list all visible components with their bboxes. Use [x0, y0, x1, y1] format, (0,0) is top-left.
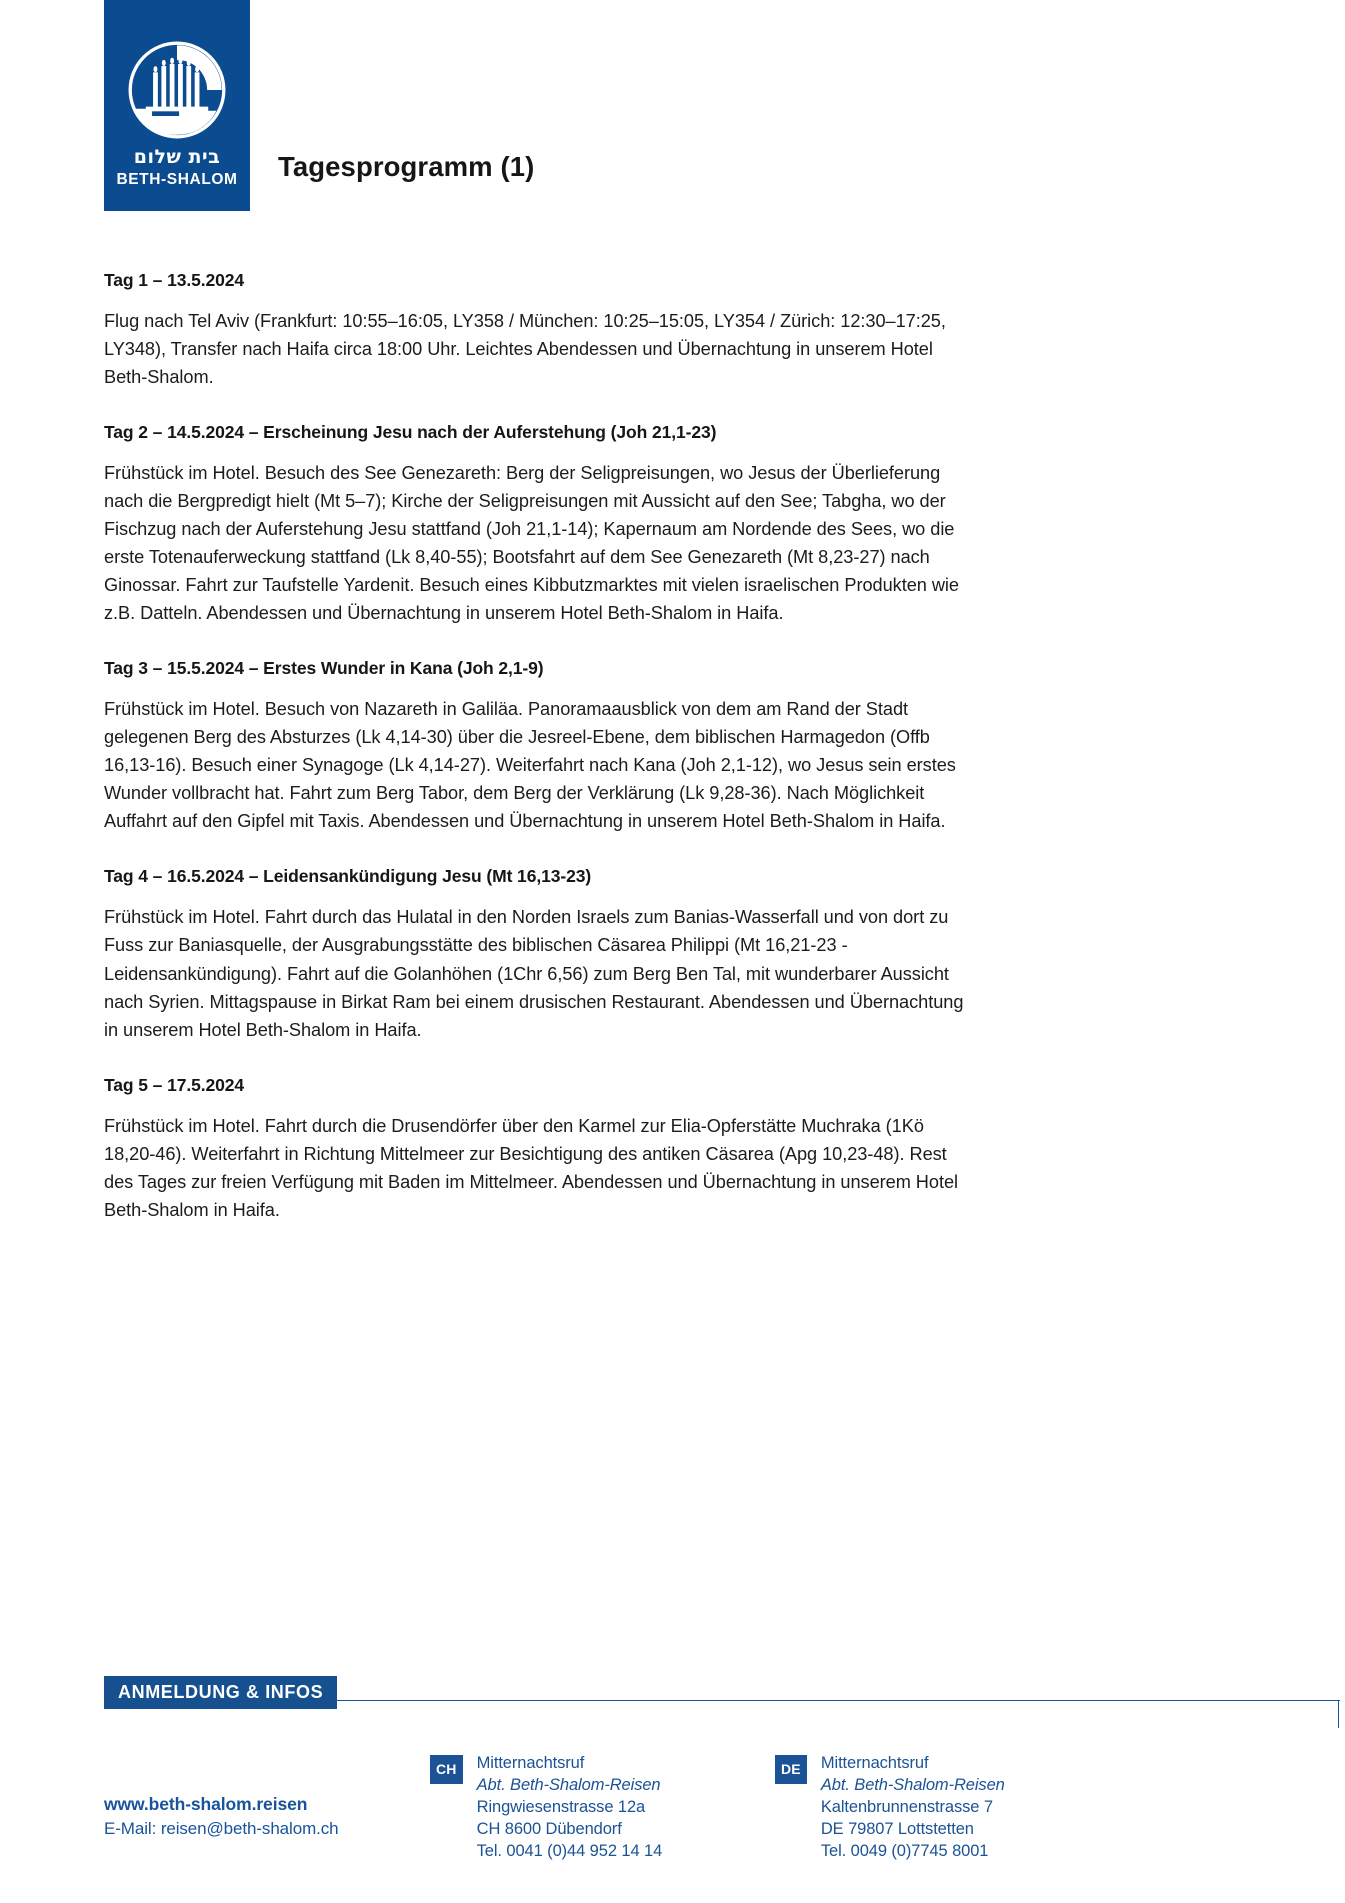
footer-divider-corner — [1338, 1700, 1339, 1728]
page-title: Tagesprogramm (1) — [278, 151, 535, 183]
country-tag-ch: CH — [430, 1755, 463, 1784]
day-title: Tag 4 – 16.5.2024 – Leidensankündigung Jesu (Mt 16,13-23) — [104, 866, 592, 887]
anmeldung-infos-badge: ANMELDUNG & INFOS — [104, 1676, 337, 1709]
email-link[interactable]: E-Mail: reisen@beth-shalom.ch — [104, 1818, 339, 1838]
day-title: Tag 5 – 17.5.2024 — [104, 1074, 245, 1095]
day-description: Flug nach Tel Aviv (Frankfurt: 10:55–16:05, LY358 / München: 10:25–15:05, LY354 / Zürich: 12:30–17:25, LY348), Transfer nach Haifa circa 18:00 Uhr. Leichtes Abendessen und Übernachtung in unserem Hotel Beth-Shalom. — [104, 311, 946, 388]
website-link[interactable]: www.beth-shalom.reisen — [104, 1794, 308, 1814]
day-description: Frühstück im Hotel. Fahrt durch das Hulatal in den Norden Israels zum Banias-Wasserfall und von dort zu Fuss zur Baniasquelle, der Ausgrabungsstätte des biblischen Cäsarea Philippi (Mt 16,21-23 - Leidensankündigung). Fahrt auf die Golanhöhen (1Chr 6,56) zum Berg Ben Tal, mit wunderbarer Aussicht nach Syrien. Mittagspause in Birkat Ram bei einem drusischen Restaurant. Abendessen und Übernachtung in unserem Hotel Beth-Shalom in Haifa. — [104, 907, 964, 1040]
day-block-1 — [104, 270, 974, 391]
address-city: DE 79807 Lottstetten — [820, 1819, 974, 1838]
itinerary-content — [104, 270, 974, 1255]
address-phone: Tel. 0041 (0)44 952 14 14 — [476, 1841, 663, 1860]
logo-wordmark: BETH-SHALOM — [116, 171, 238, 188]
address-street: Ringwiesenstrasse 12a — [476, 1797, 646, 1816]
day-block-3 — [104, 658, 974, 835]
address-lines-de — [821, 1753, 1005, 1863]
beth-shalom-logo — [104, 0, 250, 211]
footer-web-contact — [104, 1793, 339, 1841]
day-title: Tag 2 – 14.5.2024 – Erscheinung Jesu nach der Auferstehung (Joh 21,1-23) — [104, 422, 717, 443]
address-street: Kaltenbrunnenstrasse 7 — [820, 1797, 993, 1816]
address-dept: Abt. Beth-Shalom-Reisen — [820, 1775, 1005, 1794]
day-title: Tag 3 – 15.5.2024 – Erstes Wunder in Kana (Joh 2,1-9) — [104, 658, 544, 679]
page-header — [0, 0, 1345, 215]
address-city: CH 8600 Dübendorf — [476, 1819, 622, 1838]
country-tag-de: DE — [775, 1755, 807, 1784]
address-block-ch — [430, 1753, 662, 1863]
day-block-4 — [104, 866, 974, 1043]
day-description: Frühstück im Hotel. Besuch von Nazareth in Galiläa. Panoramaausblick von dem am Rand der Stadt gelegenen Berg des Absturzes (Lk 4,14-30) über die Jesreel-Ebene, dem biblischen Harmagedon (Offb 16,13-16). Besuch einer Synagoge (Lk 4,14-27). Weiterfahrt nach Kana (Joh 2,1-12), wo Jesus sein erstes Wunder vollbracht hat. Fahrt zum Berg Tabor, dem Berg der Verklärung (Lk 9,28-36). Nach Möglichkeit Auffahrt auf den Gipfel mit Taxis. Abendessen und Übernachtung in unserem Hotel Beth-Shalom in Haifa. — [104, 699, 956, 832]
page-footer — [0, 1653, 1345, 1903]
address-dept: Abt. Beth-Shalom-Reisen — [476, 1775, 661, 1794]
address-phone: Tel. 0049 (0)7745 8001 — [820, 1841, 989, 1860]
address-org: Mitternachtsruf — [820, 1754, 929, 1772]
footer-divider-line — [330, 1700, 1340, 1701]
address-org: Mitternachtsruf — [476, 1754, 585, 1772]
day-block-5 — [104, 1075, 974, 1224]
day-description: Frühstück im Hotel. Fahrt durch die Drusendörfer über den Karmel zur Elia-Opferstätte Muchraka (1Kö 18,20-46). Weiterfahrt in Richtung Mittelmeer zur Besichtigung des antiken Cäsarea (Apg 10,23-48). Rest des Tages zur freien Verfügung mit Baden im Mittelmeer. Abendessen und Übernachtung in unserem Hotel Beth-Shalom in Haifa. — [104, 1115, 959, 1220]
menorah-logo-icon — [125, 38, 229, 142]
address-lines-ch — [477, 1753, 663, 1863]
day-description: Frühstück im Hotel. Besuch des See Genezareth: Berg der Seligpreisungen, wo Jesus der Überlieferung nach die Bergpredigt hielt (Mt 5–7); Kirche der Seligpreisungen mit Aussicht auf den See; Tabgha, wo der Fischzug nach der Auferstehung Jesu stattfand (Joh 21,1-14); Kapernaum am Nordende des Sees, wo die erste Totenauferweckung stattfand (Lk 8,40-55); Bootsfahrt auf dem See Genezareth (Mt 8,23-27) nach Ginossar. Fahrt zur Taufstelle Yardenit. Besuch eines Kibbutzmarktes mit vielen israelischen Produkten wie z.B. Datteln. Abendessen und Übernachtung in unserem Hotel Beth-Shalom in Haifa. — [104, 463, 959, 624]
day-block-2 — [104, 422, 974, 627]
logo-hebrew-text: בית שלום — [133, 146, 221, 168]
address-block-de — [775, 1753, 1005, 1863]
day-title: Tag 1 – 13.5.2024 — [104, 270, 245, 290]
